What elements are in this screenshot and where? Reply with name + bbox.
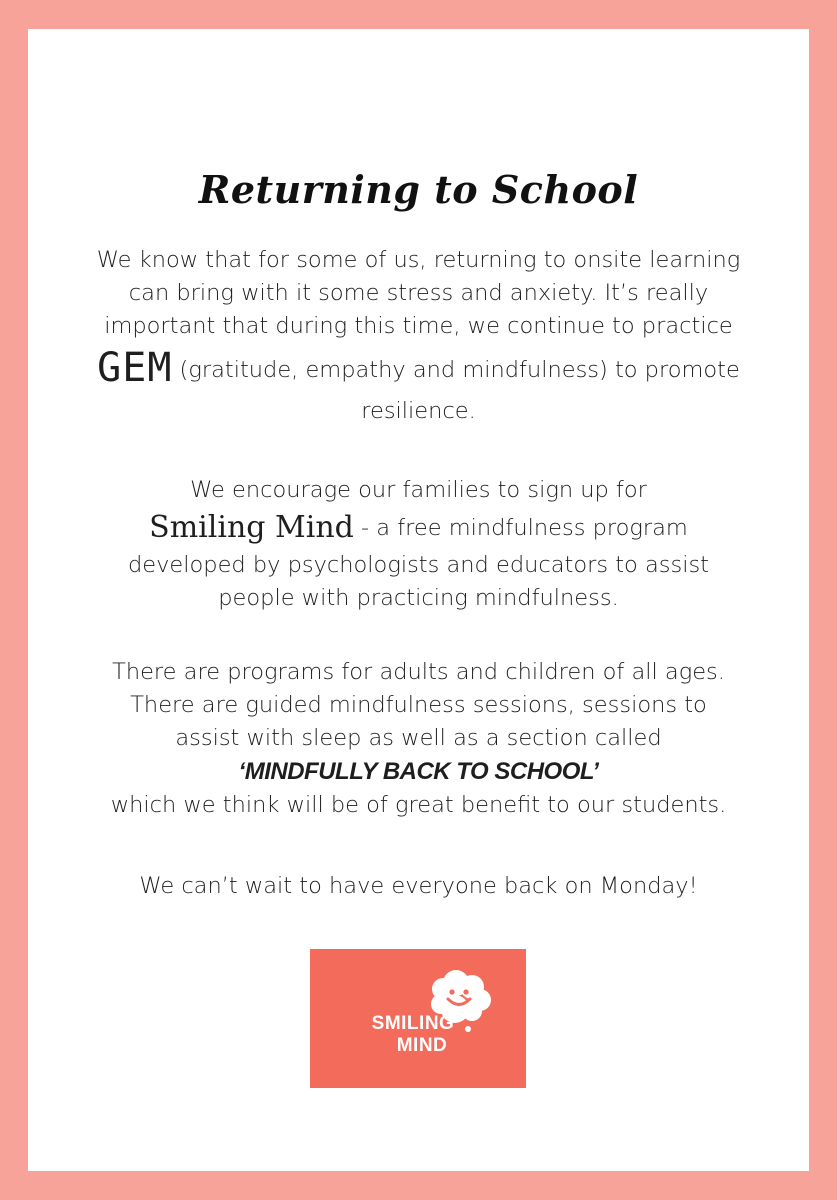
smiling-mind-name: Smiling Mind [149,510,354,545]
gem-word: GEM [97,345,173,391]
sm-name-line [28,507,809,549]
sm-line-2: - a free mindfulness program [353,515,688,541]
paragraph-intro [28,244,809,428]
paragraph-smiling-mind [28,474,809,615]
logo-text-smiling: SMILING [371,1013,455,1034]
programs-line-2: There are guided mindfulness sessions, sessions to [130,692,707,718]
intro-line-2: can bring with it some stress and anxiety. It’s really [128,280,709,306]
programs-line-3: assist with sleep as well as a section called [175,725,662,751]
paragraph-closing [28,870,809,903]
intro-line-1: We know that for some of us, returning to onsite learning [96,247,741,273]
programs-line-1: There are programs for adults and children of all ages. [112,659,725,685]
intro-gem-line [28,343,809,395]
mindfully-back-to-school: ‘MINDFULLY BACK TO SCHOOL’ [238,758,599,785]
page-title: Returning to School [198,167,639,212]
intro-line-5: resilience. [361,398,476,424]
sm-line-1: We encourage our families to sign up for [190,477,647,503]
programs-line-5: which we think will be of great benefit to our students. [110,792,727,818]
closing-line: We can’t wait to have everyone back on Monday! [139,873,698,899]
intro-line-4: (gratitude, empathy and mindfulness) to promote [172,357,740,383]
paragraph-programs [28,656,809,822]
page [28,29,809,1171]
smiling-mind-logo [310,949,526,1088]
sm-line-3: developed by psychologists and educators to assist [127,552,710,578]
sm-line-4: people with practicing mindfulness. [218,585,619,611]
logo-text-mind: MIND [396,1035,448,1056]
intro-line-3: important that during this time, we continue to practice [104,313,733,339]
